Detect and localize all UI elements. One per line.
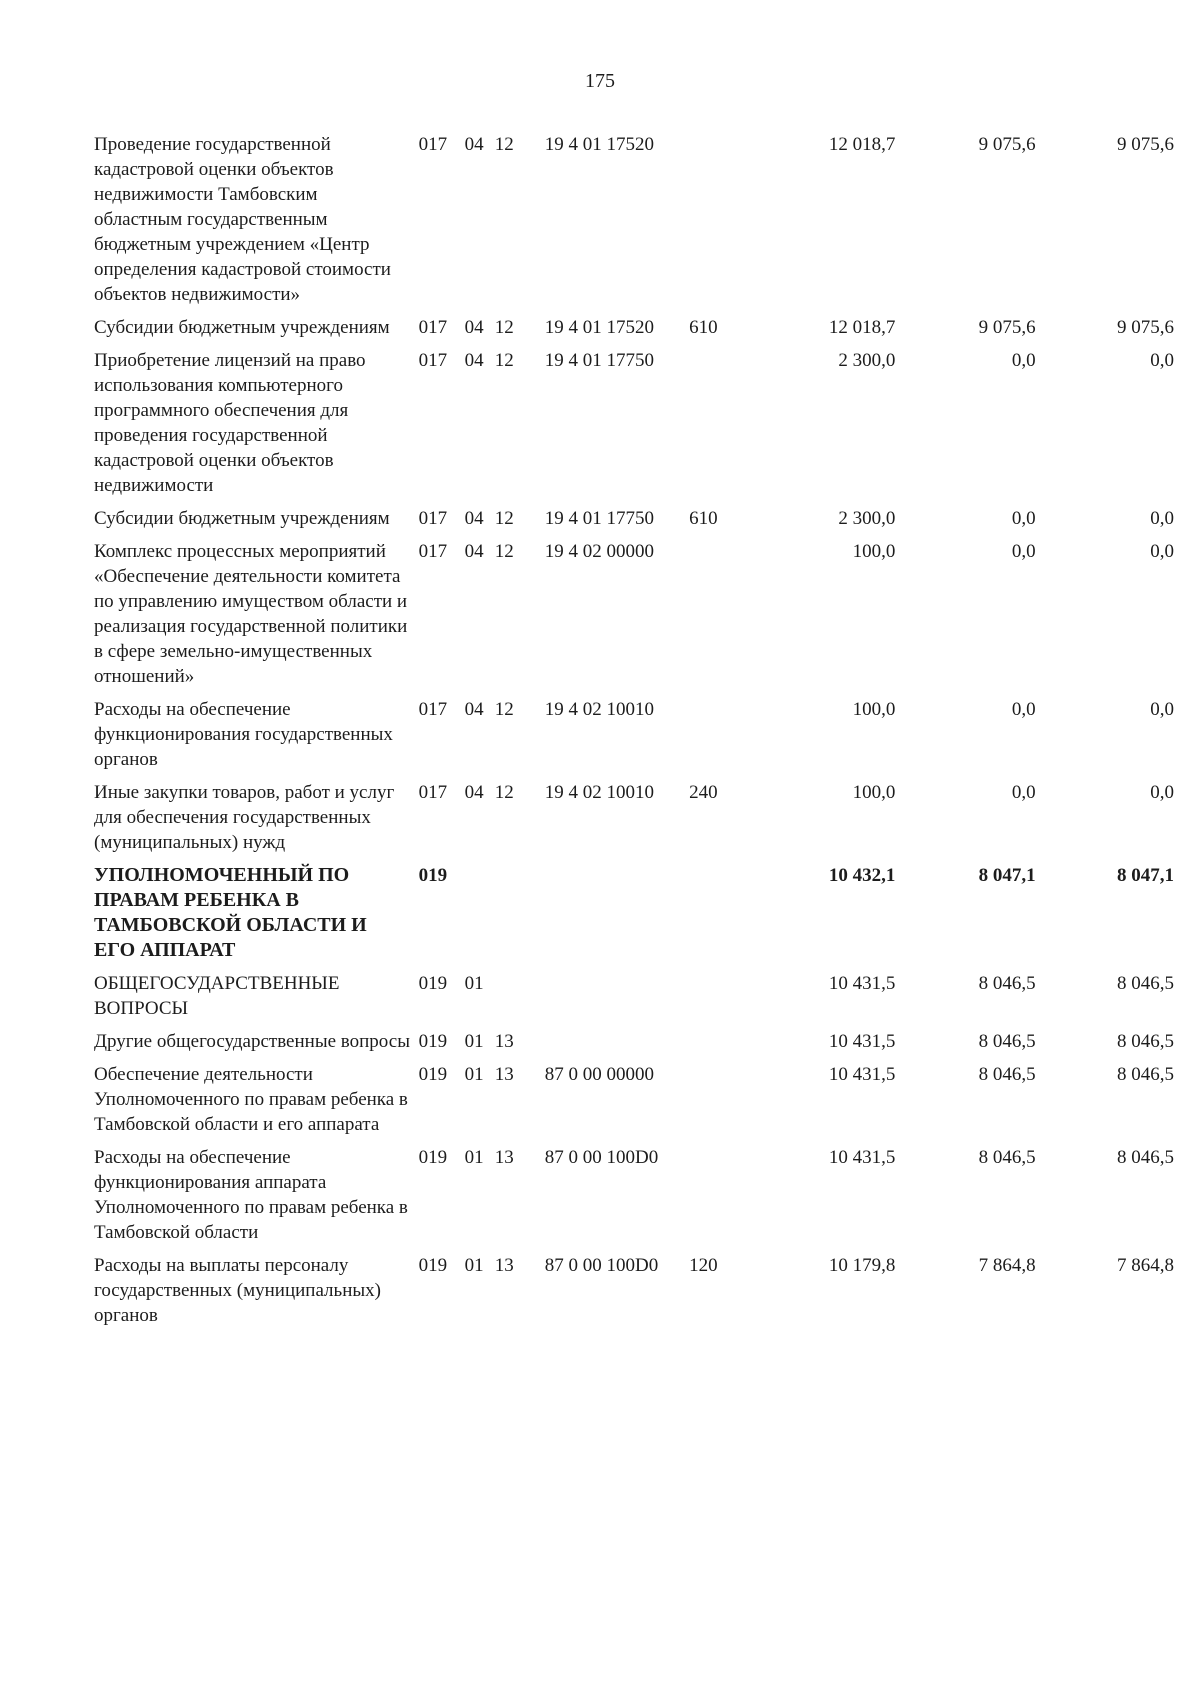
row-section-code: 01 — [464, 1147, 484, 1168]
row-amount-year3: 8 046,5 — [1117, 1064, 1174, 1085]
row-subsection-code — [495, 859, 545, 967]
row-subsection-code: 12 — [494, 699, 514, 720]
table-row — [94, 535, 1174, 693]
row-expense-type: 120 — [689, 1255, 718, 1276]
row-subsection-code: 12 — [494, 350, 514, 371]
row-amount-year3: 8 046,5 — [1117, 973, 1174, 994]
table-row — [94, 344, 1174, 502]
row-name: УПОЛНОМОЧЕННЫЙ ПО ПРАВАМ РЕБЕНКА В ТАМБОВСКОЙ ОБЛАСТИ И ЕГО АППАРАТ — [94, 864, 367, 961]
row-expense-type — [689, 1141, 745, 1249]
row-section-code: 04 — [464, 317, 484, 338]
row-ved-code: 017 — [418, 350, 448, 371]
table-row — [94, 776, 1174, 859]
row-amount-year2: 8 046,5 — [978, 973, 1036, 994]
row-amount-year2: 7 864,8 — [978, 1255, 1036, 1276]
row-expense-type — [689, 535, 745, 693]
row-amount-year3: 0,0 — [1150, 541, 1174, 562]
row-target-article: 19 4 01 17520 — [544, 134, 655, 155]
row-target-article: 87 0 00 100D0 — [544, 1255, 659, 1276]
row-ved-code: 019 — [418, 973, 448, 994]
row-amount-year2: 8 046,5 — [978, 1064, 1036, 1085]
row-amount-year1: 100,0 — [852, 541, 896, 562]
row-name: Расходы на обеспечение функционирования аппарата Уполномоченного по правам ребенка в Тамбовской области — [94, 1147, 408, 1243]
row-expense-type — [689, 1058, 745, 1141]
row-name: Субсидии бюджетным учреждениям — [94, 508, 390, 529]
row-amount-year3: 7 864,8 — [1117, 1255, 1174, 1276]
table-row — [94, 502, 1174, 535]
row-amount-year2: 0,0 — [1011, 541, 1036, 562]
row-target-article: 19 4 01 17750 — [544, 508, 655, 529]
row-target-article — [545, 1025, 689, 1058]
row-name: Другие общегосударственные вопросы — [94, 1031, 410, 1052]
row-ved-code: 017 — [418, 134, 448, 155]
table-row — [94, 1141, 1174, 1249]
row-name: Обеспечение деятельности Уполномоченного по правам ребенка в Тамбовской области и его аппарата — [94, 1064, 408, 1135]
row-expense-type: 610 — [689, 317, 718, 338]
row-amount-year1: 10 179,8 — [828, 1255, 896, 1276]
row-expense-type — [689, 859, 745, 967]
row-subsection-code — [495, 967, 545, 1025]
row-ved-code: 019 — [418, 1064, 448, 1085]
row-subsection-code: 13 — [494, 1147, 514, 1168]
row-section-code: 04 — [464, 782, 484, 803]
budget-table — [94, 128, 1174, 1332]
row-amount-year1: 10 431,5 — [828, 1064, 896, 1085]
row-amount-year3: 0,0 — [1150, 350, 1174, 371]
row-amount-year1: 12 018,7 — [828, 317, 896, 338]
table-row — [94, 311, 1174, 344]
row-section-code: 01 — [464, 1255, 484, 1276]
row-ved-code: 017 — [418, 317, 448, 338]
row-target-article: 19 4 01 17750 — [544, 350, 655, 371]
row-target-article: 19 4 02 10010 — [544, 782, 655, 803]
row-amount-year1: 2 300,0 — [838, 350, 896, 371]
table-row — [94, 128, 1174, 311]
row-ved-code: 019 — [418, 1255, 448, 1276]
table-row — [94, 1025, 1174, 1058]
row-amount-year1: 100,0 — [852, 782, 896, 803]
table-row — [94, 1058, 1174, 1141]
row-section-code: 04 — [464, 541, 484, 562]
table-body — [94, 128, 1174, 1332]
row-target-article: 19 4 02 00000 — [544, 541, 655, 562]
row-ved-code: 019 — [418, 1147, 448, 1168]
row-section-code: 01 — [464, 1064, 484, 1085]
row-target-article — [545, 967, 689, 1025]
row-expense-type — [689, 967, 745, 1025]
row-subsection-code: 12 — [494, 317, 514, 338]
row-name: Субсидии бюджетным учреждениям — [94, 317, 390, 338]
row-amount-year1: 100,0 — [852, 699, 896, 720]
row-amount-year3: 8 046,5 — [1117, 1147, 1174, 1168]
row-amount-year1: 10 431,5 — [828, 973, 896, 994]
row-expense-type — [689, 128, 745, 311]
row-amount-year3: 0,0 — [1150, 508, 1174, 529]
row-amount-year3: 8 046,5 — [1117, 1031, 1174, 1052]
row-amount-year2: 8 046,5 — [978, 1147, 1036, 1168]
table-row — [94, 859, 1174, 967]
row-target-article — [545, 859, 689, 967]
row-section-code: 01 — [464, 1031, 484, 1052]
row-section-code: 04 — [464, 508, 484, 529]
row-ved-code: 019 — [418, 865, 448, 886]
table-row — [94, 967, 1174, 1025]
row-subsection-code: 12 — [494, 134, 514, 155]
row-amount-year1: 10 432,1 — [828, 865, 896, 886]
page-number: 175 — [585, 70, 615, 92]
row-name: Иные закупки товаров, работ и услуг для обеспечения государственных (муниципальных) нужд — [94, 782, 395, 853]
row-amount-year1: 2 300,0 — [838, 508, 896, 529]
row-name: Расходы на выплаты персоналу государственных (муниципальных) органов — [94, 1255, 381, 1326]
row-ved-code: 017 — [418, 782, 448, 803]
row-name: Приобретение лицензий на право использования компьютерного программного обеспечения для проведения государственной кадастровой оценки объектов недвижимости — [94, 350, 366, 496]
row-ved-code: 017 — [418, 699, 448, 720]
row-section-code — [465, 859, 495, 967]
row-amount-year1: 12 018,7 — [828, 134, 896, 155]
row-amount-year2: 8 046,5 — [978, 1031, 1036, 1052]
row-amount-year2: 0,0 — [1011, 508, 1036, 529]
row-expense-type — [689, 344, 745, 502]
row-target-article: 19 4 01 17520 — [544, 317, 655, 338]
row-subsection-code: 12 — [494, 782, 514, 803]
row-subsection-code: 13 — [494, 1255, 514, 1276]
row-section-code: 01 — [464, 973, 484, 994]
row-ved-code: 017 — [418, 508, 448, 529]
row-name: Расходы на обеспечение функционирования государственных органов — [94, 699, 393, 770]
row-amount-year3: 8 047,1 — [1117, 865, 1174, 886]
row-amount-year2: 9 075,6 — [978, 134, 1036, 155]
row-name: Проведение государственной кадастровой оценки объектов недвижимости Тамбовским областным государственным бюджетным учреждением «Центр определения кадастровой стоимости объектов недвижимости» — [94, 134, 391, 305]
row-amount-year1: 10 431,5 — [828, 1031, 896, 1052]
row-target-article: 19 4 02 10010 — [544, 699, 655, 720]
row-amount-year3: 9 075,6 — [1117, 134, 1174, 155]
row-amount-year3: 0,0 — [1150, 699, 1174, 720]
row-name: Комплекс процессных мероприятий «Обеспечение деятельности комитета по управлению имуществом области и реализация государственной политики в сфере земельно-имущественных отношений» — [94, 541, 408, 687]
table-row — [94, 1249, 1174, 1332]
row-expense-type — [689, 693, 745, 776]
row-subsection-code: 12 — [494, 508, 514, 529]
row-subsection-code: 13 — [494, 1064, 514, 1085]
row-target-article: 87 0 00 100D0 — [544, 1147, 659, 1168]
row-amount-year2: 0,0 — [1011, 699, 1036, 720]
row-section-code: 04 — [464, 134, 484, 155]
row-name: ОБЩЕГОСУДАРСТВЕННЫЕ ВОПРОСЫ — [94, 973, 340, 1019]
row-amount-year2: 0,0 — [1011, 350, 1036, 371]
row-amount-year2: 8 047,1 — [978, 865, 1036, 886]
row-section-code: 04 — [464, 699, 484, 720]
row-amount-year3: 0,0 — [1150, 782, 1174, 803]
row-ved-code: 017 — [418, 541, 448, 562]
row-amount-year3: 9 075,6 — [1117, 317, 1174, 338]
row-amount-year1: 10 431,5 — [828, 1147, 896, 1168]
row-target-article: 87 0 00 00000 — [544, 1064, 655, 1085]
row-section-code: 04 — [464, 350, 484, 371]
row-ved-code: 019 — [418, 1031, 448, 1052]
row-expense-type — [689, 1025, 745, 1058]
table-row — [94, 693, 1174, 776]
row-subsection-code: 12 — [494, 541, 514, 562]
row-amount-year2: 0,0 — [1011, 782, 1036, 803]
row-expense-type: 610 — [689, 508, 718, 529]
row-amount-year2: 9 075,6 — [978, 317, 1036, 338]
row-subsection-code: 13 — [494, 1031, 514, 1052]
row-expense-type: 240 — [689, 782, 718, 803]
